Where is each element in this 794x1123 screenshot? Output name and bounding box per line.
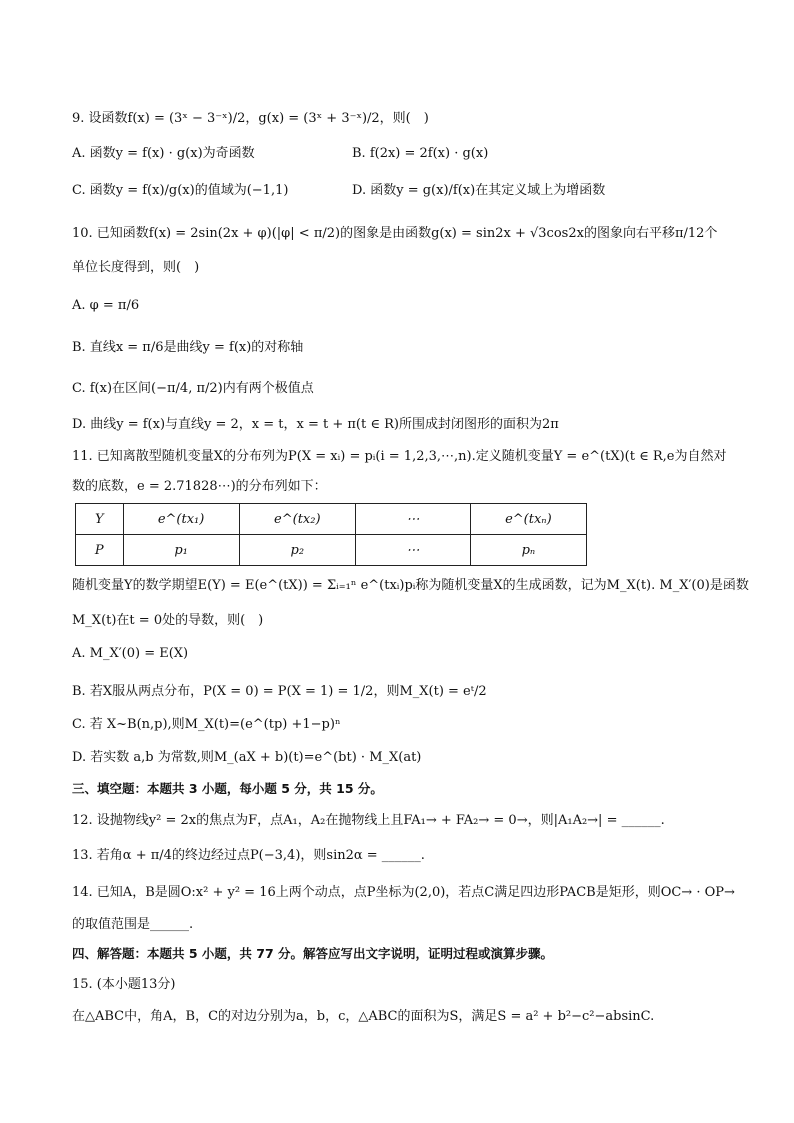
q10-option-d: D. 曲线y = f(x)与直线y = 2，x = t，x = t + π(t ∈ R)所围成封闭图形的面积为2π	[72, 417, 559, 432]
q9-stem: 9. 设函数f(x) = (3ˣ − 3⁻ˣ)/2，g(x) = (3ˣ + 3⁻ˣ)/2，则( )	[72, 111, 429, 126]
q11-stem-line1: 11. 已知离散型随机变量X的分布列为P(X = xᵢ) = pᵢ(i = 1,2,3,⋯,n).定义随机变量Y = e^(tX)(t ∈ R,e为自然对	[72, 449, 727, 464]
q14-line1: 14. 已知A，B是圆O:x² + y² = 16上两个动点，点P坐标为(2,0)，若点C满足四边形PACB是矩形，则OC→ · OP→	[72, 885, 735, 900]
q9-option-b: B. f(2x) = 2f(x) · g(x)	[352, 146, 489, 161]
q9-option-d: D. 函数y = g(x)/f(x)在其定义域上为增函数	[352, 183, 606, 198]
table-cell: Y	[76, 504, 124, 535]
section-4-heading: 四、解答题：本题共 5 小题，共 77 分。解答应写出文字说明，证明过程或演算步骤。	[72, 946, 554, 961]
q15-body: 在△ABC中，角A，B，C的对边分别为a，b，c，△ABC的面积为S，满足S = a² + b²−c²−absinC.	[72, 1009, 655, 1024]
q10-option-a: A. φ = π/6	[72, 298, 140, 313]
q11-option-c: C. 若 X~B(n,p),则M_X(t)=(e^(tp) +1−p)ⁿ	[72, 717, 341, 732]
q10-option-b: B. 直线x = π/6是曲线y = f(x)的对称轴	[72, 340, 304, 355]
q15-heading: 15. (本小题13分)	[72, 977, 176, 992]
table-cell: e^(txₙ)	[470, 504, 586, 535]
table-cell: e^(tx₂)	[239, 504, 355, 535]
q10-option-c: C. f(x)在区间(−π/4, π/2)内有两个极值点	[72, 381, 314, 396]
table-cell: pₙ	[470, 535, 586, 566]
table-cell: p₂	[239, 535, 355, 566]
q11-after-line2: M_X(t)在t = 0处的导数，则( )	[72, 613, 264, 628]
q11-after-line1: 随机变量Y的数学期望E(Y) = E(e^(tX)) = Σᵢ₌₁ⁿ e^(txᵢ)pᵢ称为随机变量X的生成函数，记为M_X(t). M_X′(0)是函数	[72, 578, 749, 593]
distribution-table	[75, 503, 587, 566]
q14-line2: 的取值范围是______.	[72, 917, 194, 932]
table-row	[76, 504, 587, 535]
table-cell: e^(tx₁)	[123, 504, 239, 535]
q11-option-b: B. 若X服从两点分布，P(X = 0) = P(X = 1) = 1/2，则M_X(t) = eᵗ/2	[72, 684, 487, 699]
table-cell: p₁	[123, 535, 239, 566]
q13: 13. 若角α + π/4的终边经过点P(−3,4)，则sin2α = ______.	[72, 848, 425, 863]
q11-stem-line2: 数的底数，e = 2.71828⋯)的分布列如下：	[72, 479, 327, 494]
q11-option-a: A. M_X′(0) = E(X)	[72, 646, 189, 661]
q9-option-c: C. 函数y = f(x)/g(x)的值域为(−1,1)	[72, 183, 289, 198]
q9-option-a: A. 函数y = f(x) · g(x)为奇函数	[72, 146, 255, 161]
q10-stem-line2: 单位长度得到，则( )	[72, 260, 200, 275]
q10-stem-line1: 10. 已知函数f(x) = 2sin(2x + φ)(|φ| < π/2)的图象是由函数g(x) = sin2x + √3cos2x的图象向右平移π/12个	[72, 226, 718, 241]
table-cell: ⋯	[355, 535, 470, 566]
q11-option-d: D. 若实数 a,b 为常数,则M_(aX + b)(t)=e^(bt) · M_X(at)	[72, 750, 422, 765]
table-cell: ⋯	[355, 504, 470, 535]
table-cell: P	[76, 535, 124, 566]
q12: 12. 设抛物线y² = 2x的焦点为F，点A₁，A₂在抛物线上且FA₁→ + FA₂→ = 0→，则|A₁A₂→| = ______.	[72, 813, 665, 828]
section-3-heading: 三、填空题：本题共 3 小题，每小题 5 分，共 15 分。	[72, 781, 383, 796]
table-row	[76, 535, 587, 566]
